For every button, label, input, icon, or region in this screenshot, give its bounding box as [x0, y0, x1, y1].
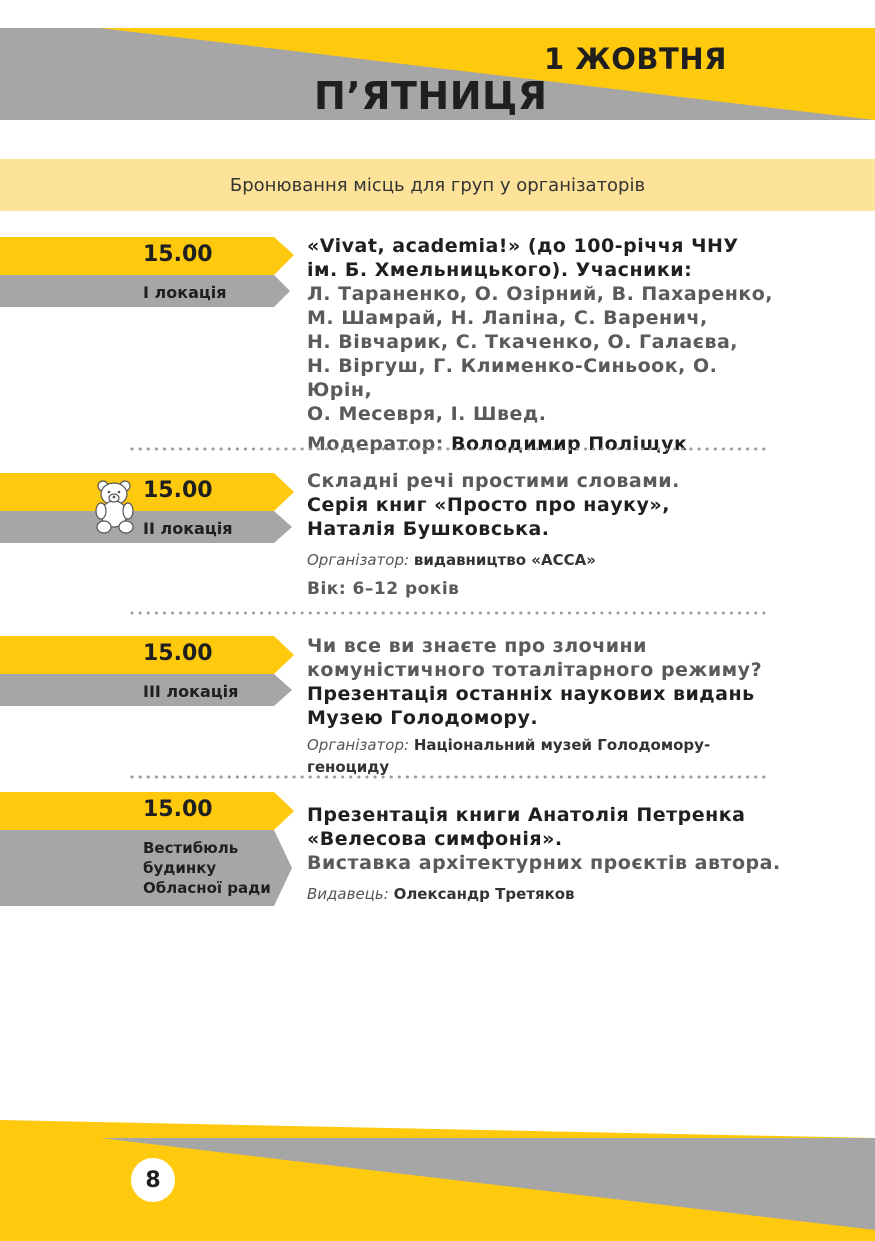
- event-4-location: Вестибюль будинку Обласної ради: [143, 839, 271, 897]
- divider: [130, 775, 770, 779]
- event-2-location: ІІ локація: [143, 519, 233, 538]
- event-3-organizer: Організатор: Національний музей Голодомору-геноциду: [307, 736, 711, 776]
- event-2-description: [307, 469, 787, 601]
- event-3-time: 15.00: [143, 641, 213, 666]
- divider: [130, 447, 770, 451]
- event-1-time: 15.00: [143, 242, 213, 267]
- page-number: 8: [131, 1158, 175, 1202]
- event-1-location: І локація: [143, 283, 227, 302]
- divider: [130, 611, 770, 615]
- event-2-organizer: Організатор: видавництво «АССА»: [307, 551, 596, 569]
- event-3-description: [307, 634, 787, 778]
- event-4-exhibition: Виставка архітектурних проєктів автора.: [307, 852, 781, 874]
- event-date: 1 ЖОВТНЯ: [544, 42, 727, 76]
- day-title: П’ЯТНИЦЯ: [314, 74, 548, 118]
- event-4-publisher: Видавець: Олександр Третяков: [307, 885, 575, 903]
- event-1-participants: Л. Тараненко, О. Озірний, В. Пахаренко, М. Шамрай, Н. Лапіна, С. Варенич, Н. Вівчарик, С. Ткаченко, О. Галаєва, Н. Віргуш, Г. Клименко-Синьоок, О. Юрін, О. Месевря, І. Швед.: [307, 283, 774, 425]
- event-2-age: Вік: 6–12 років: [307, 579, 460, 599]
- event-4-title: Презентація книги Анатолія Петренка «Велесова симфонія».: [307, 804, 746, 850]
- event-3-location: ІІІ локація: [143, 682, 239, 701]
- event-3-presentation: Презентація останніх наукових видань Музею Голодомору.: [307, 683, 755, 729]
- event-1-moderator: Модератор: Володимир Поліщук: [307, 433, 688, 455]
- event-1-description: [307, 234, 787, 456]
- event-2-series: Серія книг «Просто про науку», Наталія Бушковська.: [307, 494, 670, 540]
- event-4-description: [307, 803, 787, 905]
- event-3-title: Чи все ви знаєте про злочини комуністичного тоталітарного режиму?: [307, 635, 763, 681]
- event-4-time: 15.00: [143, 797, 213, 822]
- event-2-title: Складні речі простими словами.: [307, 470, 680, 492]
- event-1-title: «Vivat, academia!» (до 100-річчя ЧНУ ім. Б. Хмельницького). Учасники:: [307, 235, 739, 281]
- event-2-time: 15.00: [143, 478, 213, 503]
- booking-notice: Бронювання місць для груп у організаторів: [0, 159, 875, 211]
